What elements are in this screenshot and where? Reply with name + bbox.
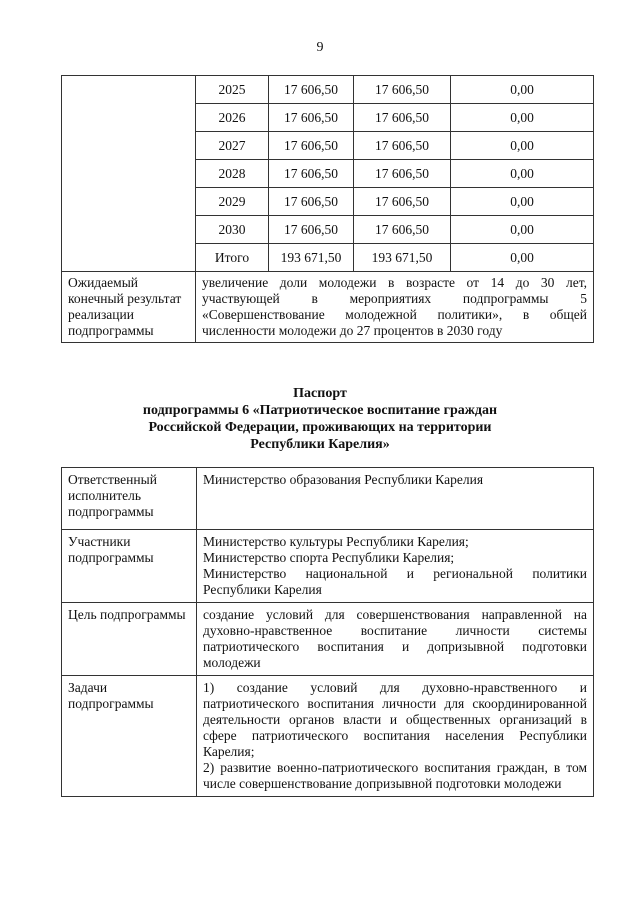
budget-cell: 17 606,50 <box>354 76 451 104</box>
other-cell: 0,00 <box>451 76 594 104</box>
passport-row <box>62 603 594 676</box>
passport-value-line: Министерство национальной и региональной политики Республики Карелия <box>203 566 587 597</box>
passport-title-line: подпрограммы 6 «Патриотическое воспитание граждан <box>142 403 498 418</box>
year-cell: 2030 <box>196 216 269 244</box>
passport-value <box>197 603 594 676</box>
total-cell: 17 606,50 <box>269 76 354 104</box>
total-cell: 17 606,50 <box>269 132 354 160</box>
year-cell: 2029 <box>196 188 269 216</box>
total-cell: 17 606,50 <box>269 160 354 188</box>
passport-value <box>197 468 594 530</box>
passport-label: Цель подпрограммы <box>62 603 197 676</box>
year-cell: Итого <box>196 244 269 272</box>
total-cell: 17 606,50 <box>269 188 354 216</box>
passport-value-line: 2) развитие военно-патриотического воспитания граждан, в том числе совершенствование допризывной подготовки молодежи <box>203 760 587 791</box>
passport-value-line: 1) создание условий для духовно-нравственного и патриотического воспитания личности для скоординированной деятельности органов власти и общественных организаций в сфере патриотического воспитания населения Республики Карелия; <box>203 680 587 759</box>
total-cell: 17 606,50 <box>269 104 354 132</box>
passport-label: Задачи подпрограммы <box>62 676 197 797</box>
other-cell: 0,00 <box>451 104 594 132</box>
year-cell: 2025 <box>196 76 269 104</box>
passport-label: Участники подпрограммы <box>62 530 197 603</box>
budget-cell: 17 606,50 <box>354 132 451 160</box>
passport-label: Ответственный исполнитель подпрограммы <box>62 468 197 530</box>
year-cell: 2026 <box>196 104 269 132</box>
passport-value-line: Министерство образования Республики Карелия <box>203 472 484 487</box>
passport-value-line: Министерство культуры Республики Карелия; <box>203 534 469 549</box>
budget-cell: 17 606,50 <box>354 160 451 188</box>
finance-table <box>61 75 594 343</box>
expected-result-label: Ожидаемый конечный результат реализации подпрограммы <box>62 272 196 343</box>
passport-row <box>62 468 594 530</box>
year-cell: 2027 <box>196 132 269 160</box>
budget-cell: 193 671,50 <box>354 244 451 272</box>
other-cell: 0,00 <box>451 244 594 272</box>
passport-table <box>61 467 594 797</box>
passport-value <box>197 676 594 797</box>
total-cell: 17 606,50 <box>269 216 354 244</box>
passport-value-line: создание условий для совершенствования направленной на духовно-нравственное воспитание личности системы патриотического воспитания и допризывной подготовки молодежи <box>203 607 587 670</box>
other-cell: 0,00 <box>451 188 594 216</box>
budget-cell: 17 606,50 <box>354 104 451 132</box>
passport-value <box>197 530 594 603</box>
passport-row <box>62 530 594 603</box>
expected-result-text: увеличение доли молодежи в возрасте от 14 до 30 лет, участвующей в мероприятиях подпрограммы 5 «Совершенствование молодежной политики», в общей численности молодежи до 27 процентов в 2030 году <box>196 272 594 343</box>
budget-cell: 17 606,50 <box>354 216 451 244</box>
budget-cell: 17 606,50 <box>354 188 451 216</box>
passport-title-line: Паспорт <box>293 386 347 401</box>
page-number: 9 <box>316 40 324 55</box>
other-cell: 0,00 <box>451 160 594 188</box>
table-row <box>62 76 594 104</box>
passport-row <box>62 676 594 797</box>
passport-title-line: Республики Карелия» <box>250 437 390 452</box>
passport-value-line: Министерство спорта Республики Карелия; <box>203 550 455 565</box>
other-cell: 0,00 <box>451 216 594 244</box>
empty-label-cell <box>62 76 196 272</box>
total-cell: 193 671,50 <box>269 244 354 272</box>
other-cell: 0,00 <box>451 132 594 160</box>
year-cell: 2028 <box>196 160 269 188</box>
passport-title-line: Российской Федерации, проживающих на территории <box>148 420 492 435</box>
expected-result-row <box>62 272 594 343</box>
passport-title <box>110 385 530 453</box>
